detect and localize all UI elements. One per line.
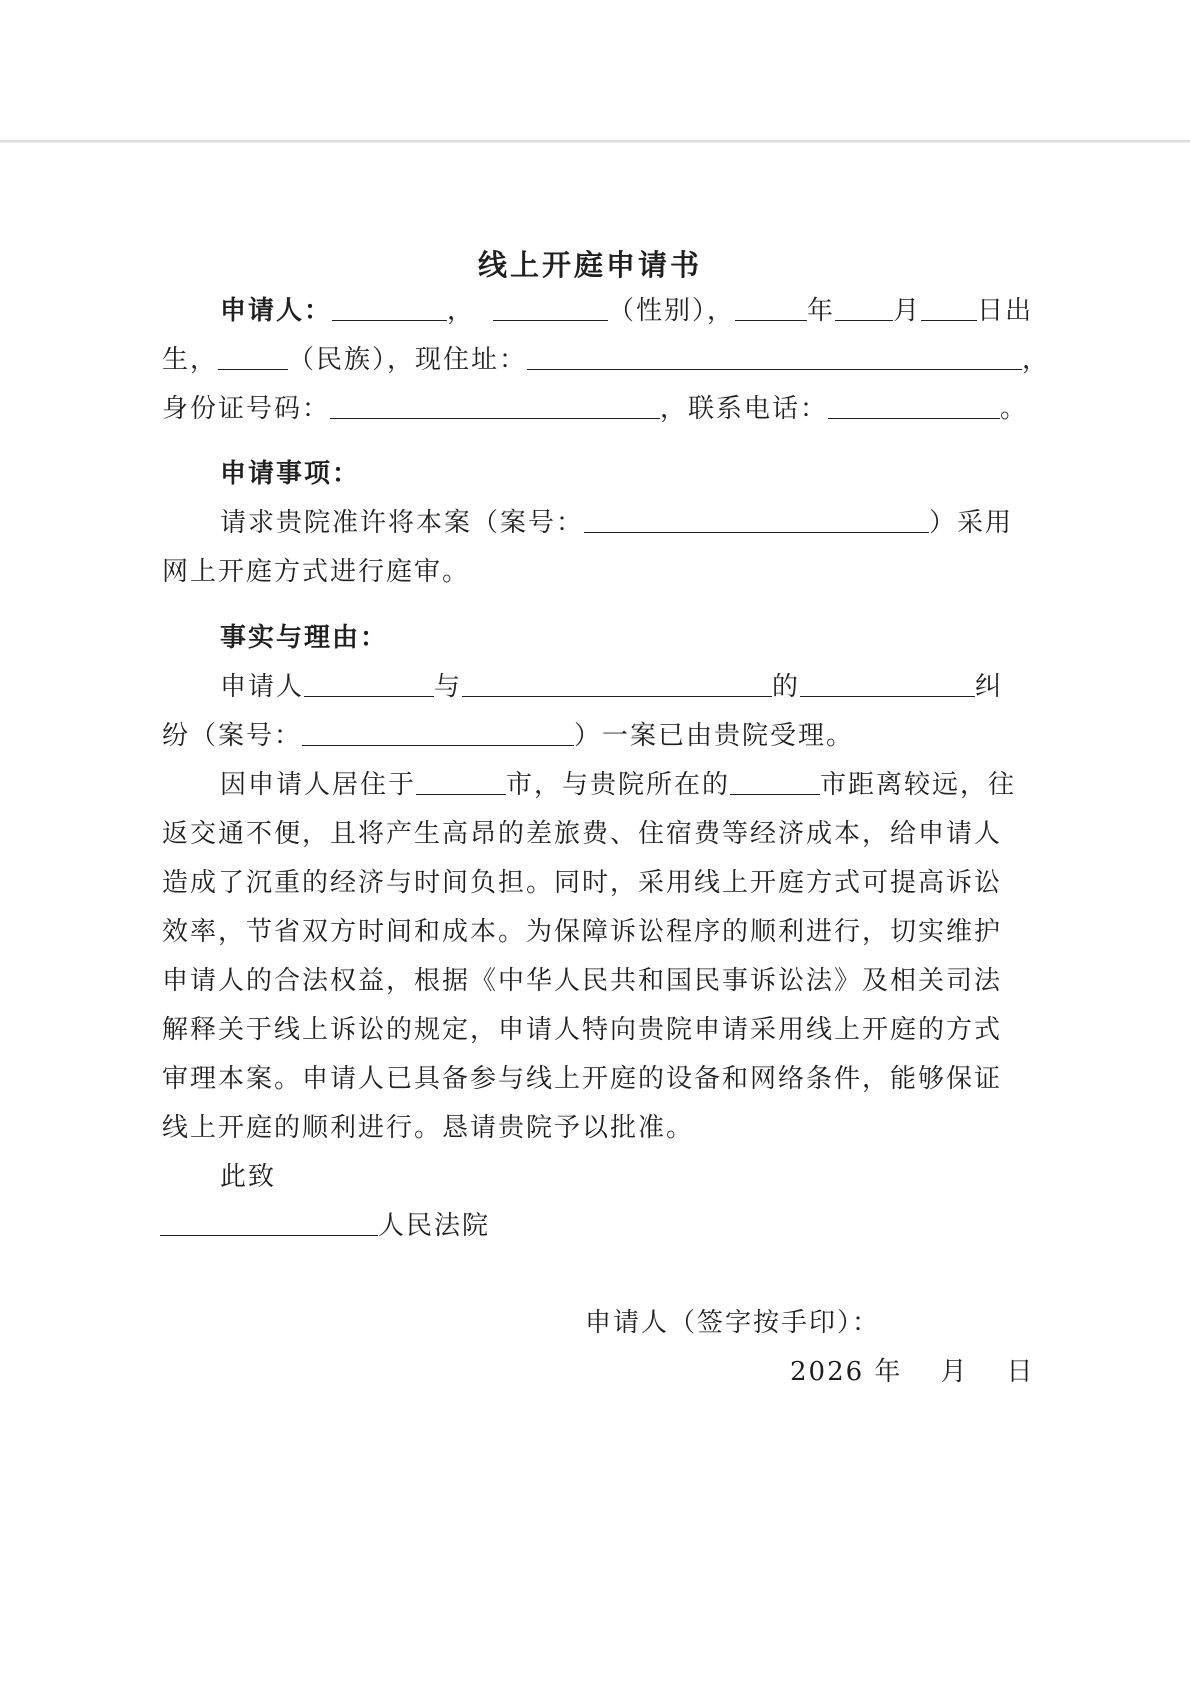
document-page (0, 143, 1190, 1682)
facts-text: 纠 (975, 672, 1004, 702)
applicant-line-2 (162, 342, 1050, 378)
facts-text: 因申请人居住于 (220, 770, 417, 800)
facts-body-line: 审理本案。申请人已具备参与线上开庭的设备和网络条件，能够保证 (162, 1064, 1003, 1094)
court-label: 人民法院 (378, 1211, 491, 1241)
phone-label: ，联系电话： (660, 394, 829, 424)
date-day: 日 (1006, 1357, 1035, 1387)
facts-line-1 (220, 669, 1003, 705)
address-blank[interactable] (527, 343, 1022, 370)
born-label: 生， (162, 345, 219, 375)
facts-text: 申请人 (220, 672, 305, 702)
facts-body-line: 造成了沉重的经济与时间负担。同时，采用线上开庭方式可提高诉讼 (162, 868, 1003, 898)
date-line (790, 1354, 1034, 1390)
facts-line-3 (220, 767, 1016, 803)
id-number-blank[interactable] (330, 392, 660, 419)
court-line (160, 1208, 490, 1244)
top-margin (0, 0, 1190, 140)
court-name-blank[interactable] (160, 1209, 378, 1236)
case-number-blank-2[interactable] (302, 719, 574, 746)
facts-text: ）一案已由贵院受理。 (574, 721, 855, 751)
birth-year-blank[interactable] (735, 294, 807, 321)
facts-text: 的 (772, 672, 801, 702)
facts-text: 与 (434, 672, 463, 702)
month-label: 月 (893, 296, 922, 326)
gender-blank[interactable] (493, 294, 608, 321)
request-line-2: 网上开庭方式进行庭审。 (162, 557, 471, 587)
birth-month-blank[interactable] (835, 294, 893, 321)
plaintiff-blank[interactable] (304, 670, 434, 697)
facts-text: 市距离较远，往 (820, 770, 1017, 800)
birth-day-blank[interactable] (921, 294, 977, 321)
applicant-label: 申请人： (220, 296, 333, 326)
request-text: 请求贵院准许将本案（案号： (220, 508, 585, 538)
residence-city-blank[interactable] (416, 768, 506, 795)
id-label: 身份证号码： (162, 394, 331, 424)
case-number-blank[interactable] (584, 506, 929, 533)
court-city-blank[interactable] (730, 768, 820, 795)
request-line-1 (220, 505, 1013, 541)
gender-label: （性别）， (608, 296, 736, 326)
year-label: 年 (807, 296, 836, 326)
comma: ， (447, 296, 476, 326)
document-title: 线上开庭申请书 (477, 248, 702, 282)
day-born-label: 日出 (977, 296, 1034, 326)
period: 。 (1000, 394, 1029, 424)
facts-body-line: 返交通不便，且将产生高昂的差旅费、住宿费等经济成本，给申请人 (162, 819, 1003, 849)
facts-heading: 事实与理由： (220, 623, 389, 653)
ethnicity-blank[interactable] (218, 343, 288, 370)
request-text-end: ）采用 (929, 508, 1014, 538)
signature-line: 申请人（签字按手印）： (585, 1308, 881, 1338)
facts-text: 市，与贵院所在的 (506, 770, 731, 800)
facts-line-2 (162, 718, 854, 754)
phone-blank[interactable] (828, 392, 1000, 419)
ethnicity-label: （民族），现住址： (288, 345, 528, 375)
salutation: 此致 (220, 1162, 277, 1192)
date-month: 月 (940, 1357, 969, 1387)
date-year: 2026 年 (790, 1357, 903, 1387)
facts-body-line: 解释关于线上诉讼的规定，申请人特向贵院申请采用线上开庭的方式 (162, 1015, 1003, 1045)
defendant-blank[interactable] (462, 670, 772, 697)
facts-body-line: 线上开庭的顺利进行。恳请贵院予以批准。 (162, 1113, 695, 1143)
dispute-type-blank[interactable] (800, 670, 975, 697)
applicant-line-3 (162, 391, 1028, 427)
facts-body-line: 申请人的合法权益，根据《中华人民共和国民事诉讼法》及相关司法 (162, 966, 1003, 996)
name-blank[interactable] (332, 294, 447, 321)
facts-body-line: 效率，节省双方时间和成本。为保障诉讼程序的顺利进行，切实维护 (162, 917, 1003, 947)
facts-text: 纷（案号： (162, 721, 303, 751)
comma: ， (1022, 345, 1051, 375)
applicant-line-1 (220, 293, 1033, 329)
request-heading: 申请事项： (220, 459, 361, 489)
